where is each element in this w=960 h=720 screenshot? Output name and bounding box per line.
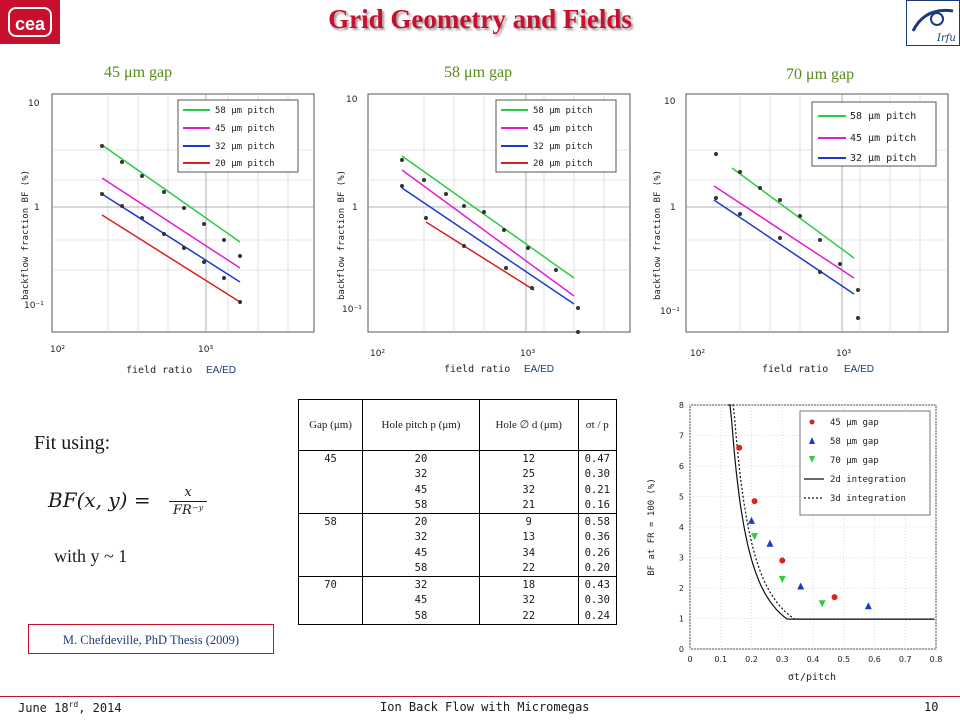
formula-numerator: x: [169, 484, 207, 502]
cell-gap: [299, 467, 363, 483]
x-tick-label: 0.2: [745, 655, 758, 664]
legend-label: 58 μm pitch: [850, 111, 917, 122]
x-tick: 10³: [520, 349, 536, 359]
x-axis-label: field ratio: [762, 364, 829, 375]
y-tick-label: 0: [678, 645, 684, 654]
x-tick-label: 0.6: [868, 655, 881, 664]
bf-plot-70: [650, 90, 955, 385]
cell-pitch: 20: [363, 514, 480, 530]
chart-xlabel: σt/pitch: [787, 672, 837, 683]
table-row: [299, 545, 617, 561]
legend-label: 32 μm pitch: [533, 142, 593, 152]
cell-pitch: 45: [363, 545, 480, 561]
footer-date-sup: rd: [68, 700, 79, 709]
y-tick: 1: [34, 203, 40, 213]
table-row: [299, 530, 617, 546]
legend-label: 3d integration: [830, 494, 906, 504]
fit-formula: [48, 484, 207, 519]
cell-pitch: 20: [363, 451, 480, 467]
x-tick-label: 0.1: [714, 655, 728, 664]
legend-marker: [810, 420, 815, 425]
y-tick-label: 5: [678, 492, 684, 502]
slide-title: Grid Geometry and Fields: [328, 4, 632, 34]
formula-denominator: FR⁻ʸ: [172, 503, 204, 518]
legend-label: 58 μm gap: [830, 437, 879, 447]
cell-pitch: 45: [363, 482, 480, 498]
y-tick: 10⁻¹: [342, 305, 362, 315]
legend-label: 2d integration: [830, 475, 906, 485]
legend-label: 70 μm gap: [830, 456, 879, 466]
bf-plot-45: [18, 90, 318, 385]
footer-date-tail: , 2014: [78, 701, 122, 715]
col-hole: Hole ∅ d (μm): [479, 400, 578, 451]
cell-hole: 12: [479, 451, 578, 467]
table-row: [299, 451, 617, 467]
cell-hole: 18: [479, 577, 578, 593]
x-tick-label: 0.4: [806, 655, 820, 664]
y-axis-label: backflow fraction BF (%): [653, 169, 663, 300]
legend-label: 32 μm pitch: [850, 153, 917, 164]
table-row: [299, 608, 617, 624]
cell-pitch: 32: [363, 530, 480, 546]
cell-hole: 22: [479, 561, 578, 577]
legend-label: 45 μm pitch: [850, 133, 917, 144]
cell-pitch: 58: [363, 561, 480, 577]
irfu-logo-icon: [907, 1, 959, 45]
cell-ratio: 0.26: [578, 545, 616, 561]
legend-label: 45 μm pitch: [533, 124, 593, 134]
table-row: [299, 577, 617, 593]
cell-pitch: 32: [363, 467, 480, 483]
data-point: [736, 445, 742, 451]
cell-gap: 70: [299, 577, 363, 593]
footer-date-main: June 18: [18, 701, 69, 715]
y-tick: 1: [670, 203, 676, 213]
cell-ratio: 0.36: [578, 530, 616, 546]
footer-title: Ion Back Flow with Micromegas: [380, 700, 590, 714]
cell-ratio: 0.30: [578, 593, 616, 609]
col-gap: Gap (μm): [299, 400, 363, 451]
legend-label: 32 μm pitch: [215, 142, 275, 152]
y-tick-label: 7: [678, 431, 684, 441]
cell-ratio: 0.30: [578, 467, 616, 483]
legend-label: 20 μm pitch: [533, 159, 593, 169]
cell-pitch: 32: [363, 577, 480, 593]
gap-label-58: 58 μm gap: [444, 64, 513, 81]
x-axis-unit: EA/ED: [206, 365, 237, 376]
y-tick: 10: [346, 95, 358, 105]
irfu-logo: [906, 0, 960, 46]
cell-hole: 32: [479, 482, 578, 498]
cell-gap: [299, 545, 363, 561]
cell-gap: [299, 608, 363, 624]
fit-title: Fit using:: [34, 432, 111, 454]
x-tick-label: 0.7: [898, 655, 912, 664]
y-axis-label: backflow fraction BF (%): [21, 169, 31, 300]
y-tick: 10: [28, 99, 40, 109]
y-tick: 10⁻¹: [660, 307, 680, 317]
col-pitch: Hole pitch p (μm): [363, 400, 480, 451]
data-point: [779, 558, 785, 564]
irfu-logo-text: Irfu: [937, 33, 956, 44]
x-axis-label: field ratio: [444, 364, 511, 375]
x-tick: 10³: [836, 349, 852, 359]
geometry-table: [298, 399, 617, 625]
x-tick: 10³: [198, 345, 214, 355]
gap-label-45: 45 μm gap: [104, 64, 173, 81]
cell-gap: [299, 498, 363, 514]
y-tick-label: 4: [678, 523, 684, 532]
legend-label: 20 μm pitch: [215, 159, 275, 169]
cell-ratio: 0.24: [578, 608, 616, 624]
cell-gap: [299, 530, 363, 546]
x-tick-label: 0.8: [929, 655, 943, 664]
table-row: [299, 482, 617, 498]
cell-hole: 25: [479, 467, 578, 483]
cell-ratio: 0.20: [578, 561, 616, 577]
fit-note: with y ~ 1: [54, 546, 128, 566]
cell-hole: 13: [479, 530, 578, 546]
cell-gap: [299, 593, 363, 609]
table-row: [299, 467, 617, 483]
cell-ratio: 0.21: [578, 482, 616, 498]
cell-hole: 9: [479, 514, 578, 530]
data-point: [832, 594, 838, 600]
cell-gap: [299, 561, 363, 577]
x-tick: 10²: [370, 349, 386, 359]
page-number: 10: [924, 700, 939, 714]
table-row: [299, 561, 617, 577]
cell-hole: 32: [479, 593, 578, 609]
cell-ratio: 0.16: [578, 498, 616, 514]
table-row: [299, 593, 617, 609]
cell-ratio: 0.58: [578, 514, 616, 530]
x-axis-label: field ratio: [126, 365, 193, 376]
y-tick-label: 2: [678, 584, 684, 593]
bf-vs-pitch-chart: [640, 395, 950, 685]
bf-plot-58: [334, 90, 634, 385]
y-tick: 10: [664, 97, 676, 107]
chart-legend: [800, 411, 930, 515]
cell-gap: 45: [299, 451, 363, 467]
y-tick: 1: [352, 203, 358, 213]
x-tick: 10²: [690, 349, 706, 359]
y-axis-label: backflow fraction BF (%): [337, 169, 347, 300]
chart-ylabel: BF at FR = 100 (%): [647, 478, 657, 576]
legend-label: 58 μm pitch: [215, 106, 275, 116]
y-tick-label: 8: [678, 401, 684, 410]
gap-label-70: 70 μm gap: [786, 66, 855, 83]
x-tick-label: 0: [687, 655, 693, 664]
footer-divider: [0, 696, 960, 697]
cell-hole: 34: [479, 545, 578, 561]
cell-gap: 58: [299, 514, 363, 530]
citation: M. Chefdeville, PhD Thesis (2009): [28, 624, 274, 654]
x-axis-unit: EA/ED: [844, 364, 875, 375]
data-point: [752, 498, 758, 504]
cell-hole: 21: [479, 498, 578, 514]
x-tick-label: 0.5: [837, 655, 851, 664]
cell-pitch: 58: [363, 498, 480, 514]
x-axis-unit: EA/ED: [524, 364, 555, 375]
footer-date: [18, 700, 122, 715]
legend-label: 45 μm gap: [830, 418, 879, 428]
y-tick-label: 3: [678, 553, 684, 563]
table-row: [299, 514, 617, 530]
y-tick-label: 1: [678, 614, 684, 624]
formula-lhs: BF(x, y) =: [48, 488, 151, 512]
cell-hole: 22: [479, 608, 578, 624]
x-tick-label: 0.3: [775, 655, 789, 664]
y-tick-label: 6: [678, 462, 684, 471]
legend-label: 45 μm pitch: [215, 124, 275, 134]
cell-pitch: 58: [363, 608, 480, 624]
legend-label: 58 μm pitch: [533, 106, 593, 116]
x-tick: 10²: [50, 345, 66, 355]
table-row: [299, 498, 617, 514]
cell-ratio: 0.47: [578, 451, 616, 467]
cell-ratio: 0.43: [578, 577, 616, 593]
cell-pitch: 45: [363, 593, 480, 609]
col-ratio: σt / p: [578, 400, 616, 451]
y-tick: 10⁻¹: [24, 301, 44, 311]
cell-gap: [299, 482, 363, 498]
cea-logo-text: cea: [8, 7, 52, 37]
